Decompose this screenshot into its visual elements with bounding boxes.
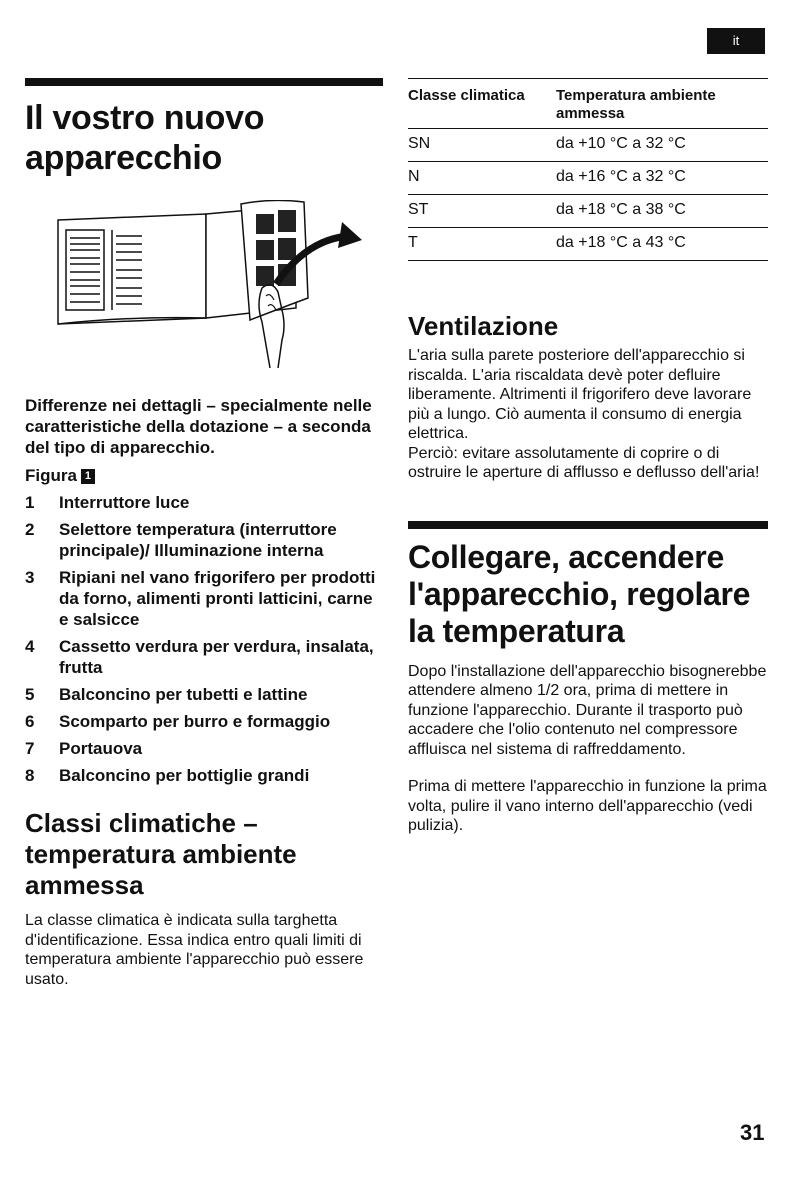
item-text: Scomparto per burro e formaggio xyxy=(59,712,331,731)
cell-range: da +18 °C a 43 °C xyxy=(556,228,768,261)
page-number: 31 xyxy=(740,1120,765,1145)
figure-label: Figura xyxy=(25,466,77,485)
table-header-row xyxy=(408,79,768,129)
table-row xyxy=(408,129,768,162)
language-badge: it xyxy=(707,28,765,54)
item-number: 6 xyxy=(25,712,35,731)
section-rule xyxy=(408,521,768,529)
item-text: Selettore temperatura (interruttore principale)/ Illuminazione interna xyxy=(59,520,337,560)
list-item xyxy=(25,636,383,678)
left-column xyxy=(25,78,383,989)
cell-range: da +10 °C a 32 °C xyxy=(556,129,768,162)
climate-classes-text: La classe climatica è indicata sulla targhetta d'identificazione. Essa indica entro quali limiti di temperatura ambiente l'apparecchio può essere usato. xyxy=(25,912,364,988)
section-rule xyxy=(25,78,383,86)
column-header-class: Classe climatica xyxy=(408,79,556,129)
item-text: Balconcino per tubetti e lattine xyxy=(59,685,308,704)
connect-text-cleaning: Prima di mettere l'apparecchio in funzione la prima volta, pulire il vano interno dell'apparecchio (vedi pulizia). xyxy=(408,778,767,834)
cell-range: da +18 °C a 38 °C xyxy=(556,195,768,228)
ventilation-text: L'aria sulla parete posteriore dell'apparecchio si riscalda. L'aria riscaldata devè poter defluire liberamente. Altrimenti il frigorifero deve lavorare più a lungo. Ciò aumenta il consumo di energia elettrica. xyxy=(408,347,752,442)
list-item xyxy=(25,684,383,705)
component-list xyxy=(25,492,383,786)
item-number: 8 xyxy=(25,766,35,785)
item-text: Ripiani nel vano frigorifero per prodotti da forno, alimenti pronti latticini, carne e salsicce xyxy=(59,568,376,629)
item-number: 3 xyxy=(25,568,35,587)
list-item xyxy=(25,519,383,561)
table-row xyxy=(408,162,768,195)
table-row xyxy=(408,228,768,261)
climate-class-table xyxy=(408,78,768,261)
table-row xyxy=(408,195,768,228)
cell-class: T xyxy=(408,228,556,261)
item-number: 4 xyxy=(25,637,35,656)
item-number: 7 xyxy=(25,739,35,758)
cell-class: N xyxy=(408,162,556,195)
list-item xyxy=(25,492,383,513)
manual-illustration xyxy=(56,200,372,368)
section-title-climate-classes: Classi climatiche – temperatura ambiente ammessa xyxy=(25,808,297,900)
list-item xyxy=(25,567,383,630)
figure-number: 1 xyxy=(81,469,95,484)
intro-text: Differenze nei dettagli – specialmente nelle caratteristiche della dotazione – a seconda del tipo di apparecchio. xyxy=(25,396,372,457)
figure-reference xyxy=(25,466,383,486)
item-number: 1 xyxy=(25,493,35,512)
list-item xyxy=(25,765,383,786)
cell-range: da +16 °C a 32 °C xyxy=(556,162,768,195)
item-text: Balconcino per bottiglie grandi xyxy=(59,766,310,785)
list-item xyxy=(25,738,383,759)
item-number: 5 xyxy=(25,685,35,704)
section-title-new-appliance: Il vostro nuovo apparecchio xyxy=(25,99,265,177)
cell-class: SN xyxy=(408,129,556,162)
column-header-temperature: Temperatura ambiente ammessa xyxy=(556,79,768,129)
section-title-connect: Collegare, accendere l'apparecchio, regolare la temperatura xyxy=(408,538,751,649)
right-column xyxy=(408,78,768,836)
item-text: Portauova xyxy=(59,739,143,758)
ventilation-warning: Perciò: evitare assolutamente di coprire o di ostruire le aperture di afflusso e deflusso dell'aria! xyxy=(408,444,760,481)
connect-text: Dopo l'installazione dell'apparecchio bisognerebbe attendere almeno 1/2 ora, prima di mettere in funzione l'apparecchio. Durante il trasporto può accadere che l'olio contenuto nel compressore affluisca nel sistema di raffreddamento. xyxy=(408,662,767,758)
item-text: Interruttore luce xyxy=(59,493,190,512)
list-item xyxy=(25,711,383,732)
cell-class: ST xyxy=(408,195,556,228)
section-title-ventilation: Ventilazione xyxy=(408,311,559,341)
item-text: Cassetto verdura per verdura, insalata, frutta xyxy=(59,637,374,677)
item-number: 2 xyxy=(25,520,35,539)
